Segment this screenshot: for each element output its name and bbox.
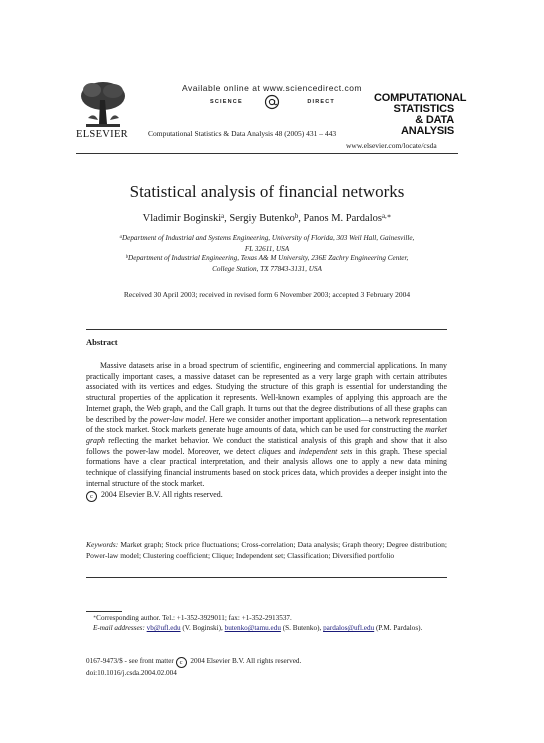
received-dates: Received 30 April 2003; received in revised form 6 November 2003; accepted 3 February 2004 xyxy=(123,290,411,299)
keywords-label: Keywords: xyxy=(86,540,119,549)
author-name: Panos M. Pardalos xyxy=(303,213,382,224)
copyright-icon: c xyxy=(86,491,97,502)
keywords-text: Market graph; Stock price fluctuations; Cross-correlation; Data analysis; Graph theory; Degree distribution; Power-law model; Clustering coefficient; Clique; Independent set; Classification; Diversified portfolio xyxy=(86,540,447,560)
doi-line[interactable]: doi:10.1016/j.csda.2004.02.004 xyxy=(86,669,177,677)
email-link[interactable]: pardalos@ufl.edu xyxy=(323,624,375,633)
abstract-term: power-law model xyxy=(149,414,205,424)
journal-reference: Computational Statistics & Data Analysis 48 (2005) 431 – 443 xyxy=(148,129,337,138)
abstract-text: and xyxy=(280,446,299,456)
journal-logo xyxy=(374,92,467,137)
corresponding-text: Corresponding author. Tel.: +1-352-3929011; fax: +1-352-2913537. xyxy=(96,614,292,622)
journal-logo-line: STATISTICS xyxy=(393,103,454,115)
article-title: Statistical analysis of financial networks xyxy=(129,182,405,201)
issn-suffix: 2004 Elsevier B.V. All rights reserved. xyxy=(190,657,302,665)
footnote-rule xyxy=(86,611,122,612)
copyright-icon: c xyxy=(176,657,187,668)
email-owner: (S. Butenko), xyxy=(282,624,322,633)
copyright-text: 2004 Elsevier B.V. All rights reserved. xyxy=(100,490,223,500)
abstract-body xyxy=(86,361,447,502)
author-name: Vladimir Boginski xyxy=(142,213,222,224)
corresponding-line xyxy=(86,613,447,623)
email-link[interactable]: butenko@tamu.edu xyxy=(224,624,281,633)
abstract-paragraph xyxy=(86,361,447,489)
email-link[interactable]: vb@ufl.edu xyxy=(146,624,181,633)
sciencedirect-left: SCIENCE xyxy=(210,99,243,105)
abstract-text: in this graph. These special formations have a clear practical interpretation, and their analysis allows one to apply a new data mining technique of classifying financial instruments based on stock prices data, which provides a deeper insight into the internal structure of the stock market. xyxy=(86,446,448,488)
email-line xyxy=(86,623,447,633)
publisher-wordmark: ELSEVIER xyxy=(76,129,128,140)
affiliation-line: College Station, TX 77843-3131, USA xyxy=(212,264,322,273)
sciencedirect-at-icon xyxy=(264,94,280,110)
abstract-text: Massive datasets arise in a broad spectrum of scientific, engineering and commercial applications. In many practically important cases, a massive dataset can be represented as a very large graph with certain attributes associated with its vertices and edges. Studying the structure of this graph is essential for understanding the structural properties of the application it represents. Well-known examples of applying this approach are the Internet graph, the Web graph, and the Call graph. It turns out that the degree distributions of all these graphs can be described by the xyxy=(86,361,447,424)
elsevier-tree-logo xyxy=(78,80,128,128)
affiliation-mark: a,∗ xyxy=(381,212,392,220)
issn-line xyxy=(86,656,301,668)
affiliation-line: FL 32611, USA xyxy=(244,244,290,253)
abstract-heading: Abstract xyxy=(86,337,118,347)
affiliation-line: Department of Industrial and Systems Engineering, University of Florida, 303 Weil Hall, Gainesville, xyxy=(121,234,415,242)
footnote-mark: ∗ xyxy=(93,614,97,620)
abstract-copyright xyxy=(86,490,447,502)
abstract-term: market graph xyxy=(86,425,447,445)
author-list: Vladimir Boginski$^a$, Sergiy Butenko$^b$, Panos M. Pardalos$^{a,∗}$ xyxy=(142,212,392,224)
abstract-bottom-rule xyxy=(86,577,447,578)
sciencedirect-logo xyxy=(210,97,335,111)
affiliation-line: Department of Industrial Engineering, Texas A& M University, 236E Zachry Engineering Center, xyxy=(128,254,409,262)
abstract-text: reflecting the market behavior. We conduct the statistical analysis of this graph and show that it also follows the power-law model. Moreover, we detect xyxy=(86,435,447,456)
abstract-text: . Here we consider another important application—a network representation of the stock market. Stock markets generate huge amounts of data, which can be used for constructing the xyxy=(86,414,448,435)
affiliation-b xyxy=(76,253,458,274)
journal-logo-line: & DATA ANALYSIS xyxy=(400,114,454,137)
affiliation-mark: a xyxy=(119,234,122,240)
issn-prefix: 0167-9473/$ - see front matter xyxy=(86,657,174,665)
sciencedirect-right: DIRECT xyxy=(307,99,335,105)
affiliation-mark: b xyxy=(294,212,299,220)
affiliation-mark: b xyxy=(125,254,129,260)
email-label: E-mail addresses: xyxy=(93,624,145,633)
available-online-text: Available online at www.sciencedirect.com xyxy=(181,83,363,93)
issn-doi-block xyxy=(86,656,301,679)
abstract-term: cliques xyxy=(258,446,281,456)
email-owner: (P.M. Pardalos). xyxy=(376,624,423,633)
affiliation-mark: a xyxy=(221,212,225,220)
abstract-term: independent sets xyxy=(298,446,353,456)
keywords xyxy=(86,540,447,561)
journal-logo-line: COMPUTATIONAL xyxy=(374,92,467,104)
email-owner: (V. Boginski), xyxy=(182,624,223,633)
abstract-top-rule xyxy=(86,329,447,330)
affiliation-a xyxy=(76,233,458,254)
header-rule xyxy=(76,153,458,154)
author-name: Sergiy Butenko xyxy=(229,213,295,224)
corresponding-footnote xyxy=(86,613,447,633)
journal-url[interactable]: www.elsevier.com/locate/csda xyxy=(346,141,437,150)
